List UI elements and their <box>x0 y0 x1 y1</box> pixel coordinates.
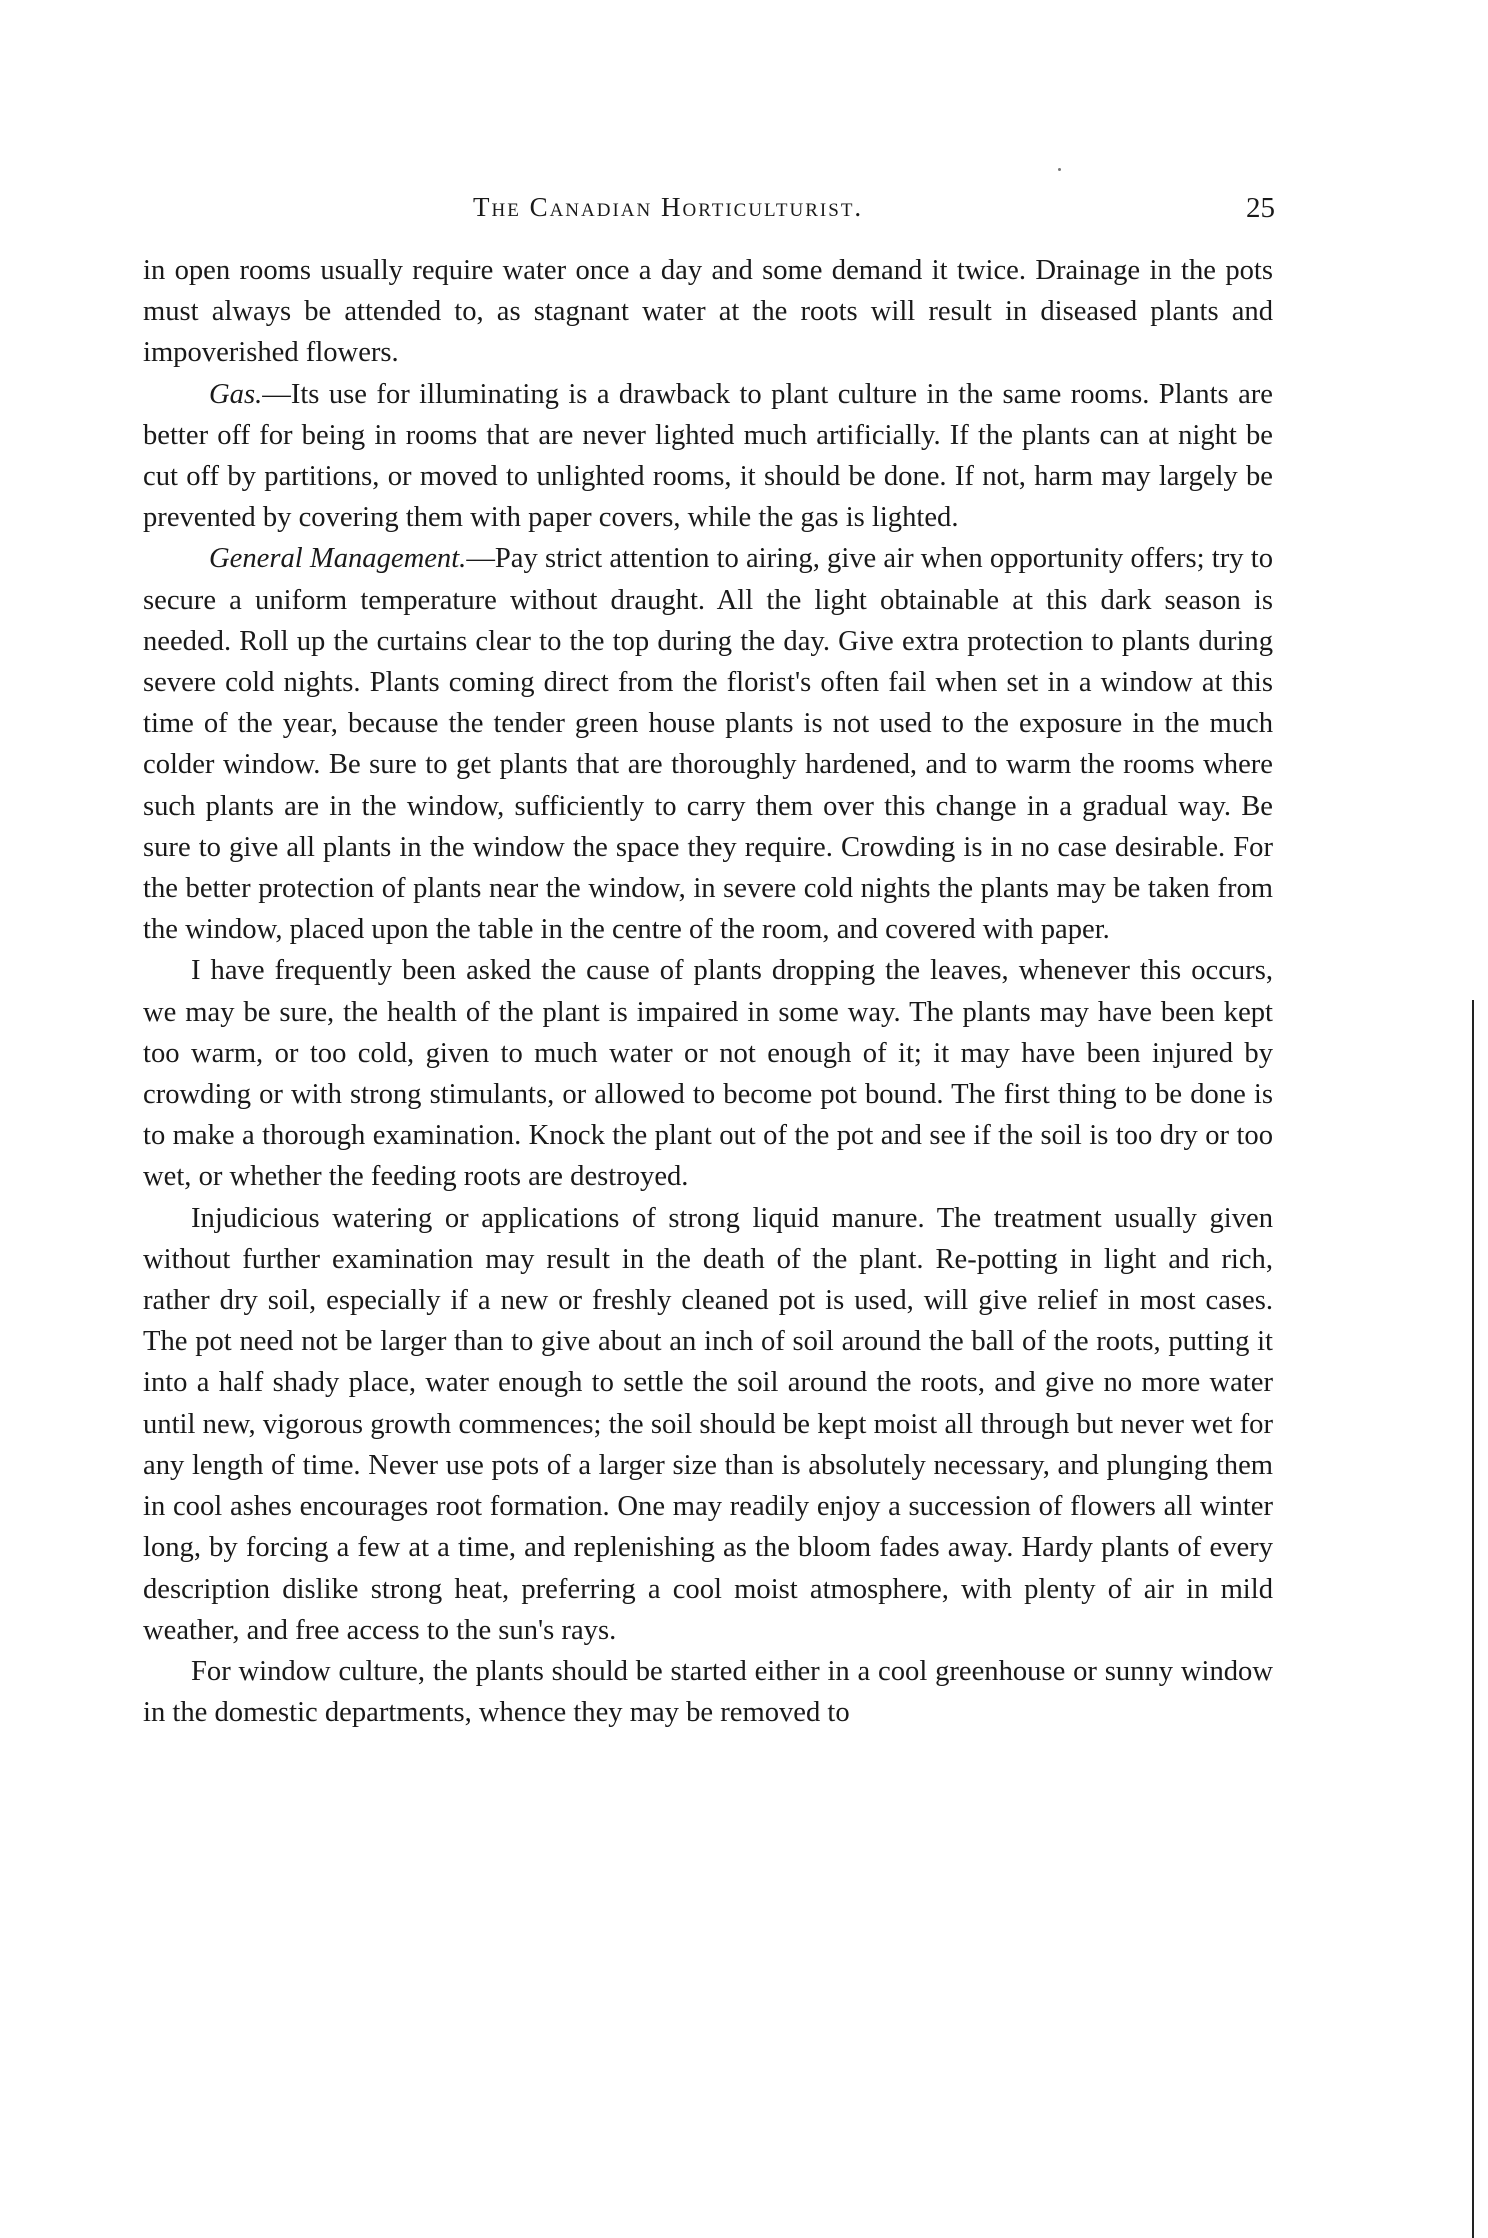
paragraph-text: For window culture, the plants should be started either in a cool greenhouse or sunny window in the domestic departments, whence they may be removed to <box>143 1655 1273 1729</box>
page-number: 25 <box>1246 192 1275 224</box>
paragraph-lead: General Management. <box>209 543 467 575</box>
article-body <box>143 250 1273 1733</box>
paragraph-text: in open rooms usually require water once a day and some demand it twice. Drainage in the pots must always be attended to, as stagnant water at the roots will result in diseased plants and impoverished flowers. <box>143 255 1273 369</box>
paragraph-watering <box>143 250 1273 374</box>
journal-title: The Canadian Horticulturist. <box>473 192 864 222</box>
paragraph-text: Injudicious watering or applications of strong liquid manure. The treatment usually given without further examination may result in the death of the plant. Re-potting in light and rich, rather dry soil, especially if a new or freshly cleaned pot is used, will give relief in most cases. The pot need not be larger than to give about an inch of soil around the ball of the roots, putting it into a half shady place, water enough to settle the soil around the roots, and give no more water until new, vigorous growth commences; the soil should be kept moist all through but never wet for any length of time. Never use pots of a larger size than is absolutely necessary, and plunging them in cool ashes encourages root formation. One may readily enjoy a succession of flowers all winter long, by forcing a few at a time, and replenishing as the bloom fades away. Hardy plants of every description dislike strong heat, preferring a cool moist atmosphere, with plenty of air in mild weather, and free access to the sun's rays. <box>143 1202 1273 1646</box>
scan-edge-line <box>1472 1000 1474 2238</box>
paragraph-watering-treatment <box>143 1198 1273 1651</box>
paragraph-text: —Its use for illuminating is a drawback to plant culture in the same rooms. Plants are better off for being in rooms that are never lighted much artificially. If the plants can at night be cut off by partitions, or moved to unlighted rooms, it should be done. If not, harm may largely be prevented by covering them with paper covers, while the gas is lighted. <box>143 378 1273 534</box>
paragraph-lead: Gas. <box>209 378 263 410</box>
paragraph-window-culture <box>143 1651 1273 1733</box>
paragraph-text: I have frequently been asked the cause of plants dropping the leaves, whenever this occurs, we may be sure, the health of the plant is impaired in some way. The plants may have been kept too warm, or too cold, given to much water or not enough of it; it may have been injured by crowding or with strong stimulants, or allowed to become pot bound. The first thing to be done is to make a thorough examination. Knock the plant out of the pot and see if the soil is too dry or too wet, or whether the feeding roots are destroyed. <box>143 955 1273 1193</box>
running-head <box>143 192 1275 232</box>
paragraph-text: —Pay strict attention to airing, give air when opportunity offers; try to secure a uniform temperature without draught. All the light obtainable at this dark season is needed. Roll up the curtains clear to the top during the day. Give extra protection to plants during severe cold nights. Plants coming direct from the florist's often fail when set in a window at this time of the year, because the tender green house plants is not used to the exposure in the much colder window. Be sure to get plants that are thoroughly hardened, and to warm the rooms where such plants are in the window, sufficiently to carry them over this change in a gradual way. Be sure to give all plants in the window the space they require. Crowding is in no case desirable. For the better protection of plants near the window, in severe cold nights the plants may be taken from the window, placed upon the table in the centre of the room, and covered with paper. <box>143 543 1273 946</box>
scan-speck <box>1058 168 1061 171</box>
paragraph-dropping-leaves <box>143 950 1273 1197</box>
paragraph-general-management <box>143 538 1273 950</box>
paragraph-gas <box>143 374 1273 539</box>
